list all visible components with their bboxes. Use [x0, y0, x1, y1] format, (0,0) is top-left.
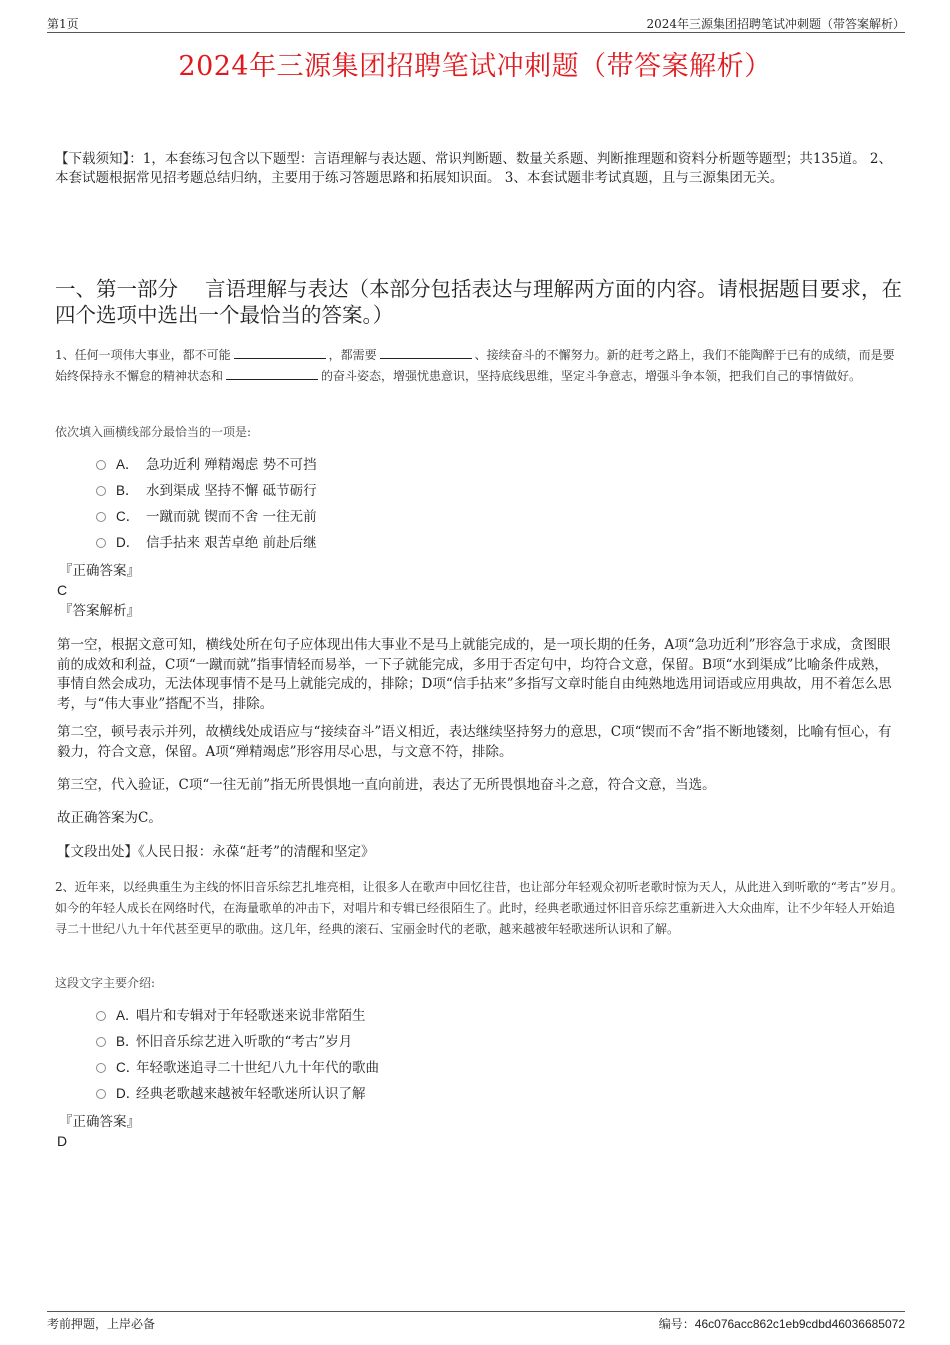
q1-text-part: 1、任何一项伟大事业，都不可能	[55, 348, 231, 362]
answer-label: 『正确答案』	[59, 563, 140, 579]
radio-icon[interactable]	[96, 1063, 106, 1073]
option-c[interactable]: C． 一蹴而就 锲而不舍 一往无前	[96, 504, 317, 530]
page-title: 2024年三源集团招聘笔试冲刺题（带答案解析）	[178, 51, 772, 82]
analysis-paragraph: 第二空，顿号表示并列，故横线处成语应与“接续奋斗”语义相近，表达继续坚持努力的意思，C项“锲而不舍”指不断地镂刻，比喻有恒心，有毅力，符合文意，保留。A项“殚精竭虑”形容用尽心思，与文意不符，排除。	[57, 724, 892, 760]
radio-icon[interactable]	[96, 1089, 106, 1099]
page-header	[47, 14, 905, 33]
header-doc-title: 2024年三源集团招聘笔试冲刺题（带答案解析）	[646, 17, 905, 31]
question-1-options	[96, 452, 317, 556]
analysis-label: 『答案解析』	[59, 603, 140, 619]
answer-value: C	[57, 582, 68, 598]
question-1-text	[55, 345, 903, 387]
q1-text-part: 、接续奋斗的不懈努力。新的赶考之路上，我们不能陶醉于已有的成绩，而是要始终保持永不懈怠的精神状态和	[55, 348, 895, 383]
answer-label: 『正确答案』	[59, 1114, 140, 1130]
option-b[interactable]: B．怀旧音乐综艺进入听歌的“考古”岁月	[96, 1029, 379, 1055]
q1-text-part: 的奋斗姿态，增强忧患意识，坚持底线思维，坚定斗争意志，增强斗争本领，把我们自己的事情做好。	[321, 369, 862, 383]
option-d[interactable]: D． 信手拈来 艰苦卓绝 前赴后继	[96, 530, 317, 556]
radio-icon[interactable]	[96, 1037, 106, 1047]
option-b[interactable]: B． 水到渠成 坚持不懈 砥节砺行	[96, 478, 317, 504]
fill-blank	[234, 347, 326, 359]
option-a[interactable]: A．唱片和专辑对于年轻歌迷来说非常陌生	[96, 1003, 379, 1029]
radio-icon[interactable]	[96, 460, 106, 470]
page-number: 第1页	[47, 17, 79, 31]
analysis-paragraph: 第三空，代入验证，C项“一往无前”指无所畏惧地一直向前进，表达了无所畏惧地奋斗之意，符合文意，当选。	[57, 777, 716, 793]
question-2-text: 2、近年来，以经典重生为主线的怀旧音乐综艺扎堆亮相，让很多人在歌声中回忆往昔，也让部分年轻观众初听老歌时惊为天人，从此进入到听歌的“考古”岁月。如今的年轻人成长在网络时代，在海量歌单的冲击下，对唱片和专辑已经很陌生了。此时，经典老歌通过怀旧音乐综艺重新进入大众曲库，让不少年轻人开始追寻二十世纪八九十年代甚至更早的歌曲。这几年，经典的滚石、宝丽金时代的老歌，越来越被年轻歌迷所认识和了解。	[55, 880, 903, 936]
analysis-conclusion: 故正确答案为C。	[57, 810, 162, 826]
option-c[interactable]: C．年轻歌迷追寻二十世纪八九十年代的歌曲	[96, 1055, 379, 1081]
option-d[interactable]: D．经典老歌越来越被年轻歌迷所认识了解	[96, 1081, 379, 1107]
question-2-prompt: 这段文字主要介绍:	[55, 976, 156, 990]
fill-blank	[226, 368, 318, 380]
source-citation: 【文段出处】《人民日报：永葆“赶考”的清醒和坚定》	[57, 844, 375, 860]
fill-blank	[380, 347, 472, 359]
download-notice: 【下载须知】：1，本套练习包含以下题型：言语理解与表达题、常识判断题、数量关系题、判断推理题和资料分析题等题型；共135道。 2、本套试题根据常见招考题总结归纳，主要用于练习答题思路和拓展知识面。 3、本套试题非考试真题，且与三源集团无关。	[55, 151, 892, 186]
radio-icon[interactable]	[96, 512, 106, 522]
footer-slogan: 考前押题，上岸必备	[47, 1317, 156, 1331]
radio-icon[interactable]	[96, 538, 106, 548]
q1-text-part: ，都需要	[328, 348, 377, 362]
question-1-prompt: 依次填入画横线部分最恰当的一项是:	[55, 425, 252, 439]
section-heading: 一、第一部分 言语理解与表达（本部分包括表达与理解两方面的内容。请根据题目要求，在四个选项中选出一个最恰当的答案。）	[55, 277, 903, 327]
analysis-paragraph: 第一空，根据文意可知，横线处所在句子应体现出伟大事业不是马上就能完成的，是一项长期的任务，A项“急功近利”形容急于求成，贪图眼前的成效和利益，C项“一蹴而就”指事情轻而易举，一下子就能完成，多用于否定句中，均符合文意，保留。B项“水到渠成”比喻条件成熟，事情自然会成功，无法体现事情不是马上就能完成的，排除；D项“信手拈来”多指写文章时能自由纯熟地选用词语或应用典故，用不着怎么思考，与“伟大事业”搭配不当，排除。	[57, 637, 892, 712]
option-a[interactable]: A． 急功近利 殚精竭虑 势不可挡	[96, 452, 317, 478]
radio-icon[interactable]	[96, 1011, 106, 1021]
page-footer	[47, 1311, 905, 1331]
answer-value: D	[57, 1133, 68, 1149]
question-2-options	[96, 1003, 379, 1107]
document-code: 编号：46c076acc862c1eb9cdbd46036685072	[658, 1317, 905, 1331]
radio-icon[interactable]	[96, 486, 106, 496]
